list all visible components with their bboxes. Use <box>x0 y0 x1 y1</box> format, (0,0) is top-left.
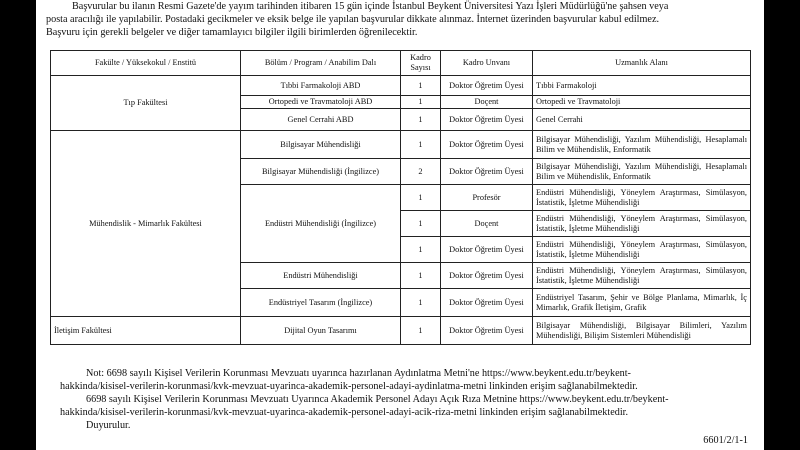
department-cell: Genel Cerrahi ABD <box>241 109 401 131</box>
notes-section <box>60 367 760 432</box>
document-page <box>36 0 764 450</box>
title-cell: Doktor Öğretim Üyesi <box>441 317 533 345</box>
header-field: Uzmanlık Alanı <box>533 51 751 76</box>
field-cell: Endüstri Mühendisliği, Yöneylem Araştırması, Simülasyon, İstatistik, İşletme Mühendisliği <box>533 263 751 289</box>
positions-table <box>50 50 751 345</box>
intro-paragraph <box>46 0 754 40</box>
count-cell: 1 <box>401 131 441 159</box>
reference-number: 6601/2/1-1 <box>703 435 748 446</box>
table-row <box>51 131 751 159</box>
note-1-line-1: Not: 6698 sayılı Kişisel Verilerin Korunması Mevzuatı uyarınca hazırlanan Aydınlatma Metni'ne https://www.beykent.edu.tr/beykent- <box>86 368 631 379</box>
table-header-row <box>51 51 751 76</box>
header-department: Bölüm / Program / Anabilim Dalı <box>241 51 401 76</box>
department-cell: Bilgisayar Mühendisliği (İngilizce) <box>241 159 401 185</box>
department-cell: Endüstri Mühendisliği <box>241 263 401 289</box>
faculty-cell: İletişim Fakültesi <box>51 317 241 345</box>
count-cell: 1 <box>401 109 441 131</box>
title-cell: Doktor Öğretim Üyesi <box>441 159 533 185</box>
field-cell: Endüstri Mühendisliği, Yöneylem Araştırması, Simülasyon, İstatistik, İşletme Mühendisliği <box>533 211 751 237</box>
count-cell: 1 <box>401 76 441 96</box>
title-cell: Doktor Öğretim Üyesi <box>441 289 533 317</box>
field-cell: Endüstriyel Tasarım, Şehir ve Bölge Planlama, Mimarlık, İç Mimarlık, Grafik İletişim, Grafik <box>533 289 751 317</box>
title-cell: Doçent <box>441 211 533 237</box>
header-count: Kadro Sayısı <box>401 51 441 76</box>
count-cell: 2 <box>401 159 441 185</box>
title-cell: Doktor Öğretim Üyesi <box>441 109 533 131</box>
title-cell: Doktor Öğretim Üyesi <box>441 263 533 289</box>
count-cell: 1 <box>401 185 441 211</box>
intro-line-1: Başvurular bu ilanın Resmi Gazete'de yayım tarihinden itibaren 15 gün içinde İstanbul Beykent Üniversitesi Yazı İşleri Müdürlüğü'ne şahsen veya <box>72 1 669 12</box>
department-cell: Dijital Oyun Tasarımı <box>241 317 401 345</box>
count-cell: 1 <box>401 263 441 289</box>
title-cell: Profesör <box>441 185 533 211</box>
count-cell: 1 <box>401 289 441 317</box>
field-cell: Endüstri Mühendisliği, Yöneylem Araştırması, Simülasyon, İstatistik, İşletme Mühendisliği <box>533 185 751 211</box>
field-cell: Bilgisayar Mühendisliği, Yazılım Mühendisliği, Hesaplamalı Bilim ve Mühendislik, Enformatik <box>533 131 751 159</box>
field-cell: Tıbbi Farmakoloji <box>533 76 751 96</box>
header-faculty: Fakülte / Yüksekokul / Enstitü <box>51 51 241 76</box>
table-row <box>51 317 751 345</box>
table-row <box>51 76 751 96</box>
department-cell: Ortopedi ve Travmatoloji ABD <box>241 96 401 109</box>
department-cell: Endüstri Mühendisliği (İngilizce) <box>241 185 401 263</box>
department-cell: Endüstriyel Tasarım (İngilizce) <box>241 289 401 317</box>
field-cell: Bilgisayar Mühendisliği, Bilgisayar Bilimleri, Yazılım Mühendisliği, Bilişim Sistemleri Mühendisliği <box>533 317 751 345</box>
count-cell: 1 <box>401 211 441 237</box>
field-cell: Endüstri Mühendisliği, Yöneylem Araştırması, Simülasyon, İstatistik, İşletme Mühendisliği <box>533 237 751 263</box>
intro-line-2: posta aracılığı ile yapılabilir. Postadaki gecikmeler ve eksik belge ile yapılan başvurular dikkate alınmaz. İnternet üzerinden başvurular kabul edilmez. <box>46 14 660 26</box>
note-2-line-2: hakkinda/kisisel-verilerin-korunmasi/kvk-mevzuat-uyarinca-akademik-personel-adayi-acik-riza-metni linkinden erişim sağlanabilmektedir. <box>60 407 629 418</box>
department-cell: Tıbbi Farmakoloji ABD <box>241 76 401 96</box>
field-cell: Genel Cerrahi <box>533 109 751 131</box>
title-cell: Doktor Öğretim Üyesi <box>441 131 533 159</box>
title-cell: Doçent <box>441 96 533 109</box>
department-cell: Bilgisayar Mühendisliği <box>241 131 401 159</box>
faculty-cell: Tıp Fakültesi <box>51 76 241 131</box>
field-cell: Bilgisayar Mühendisliği, Yazılım Mühendisliği, Hesaplamalı Bilim ve Mühendislik, Enformatik <box>533 159 751 185</box>
note-2-line-1: 6698 sayılı Kişisel Verilerin Korunması Mevzuatı Uyarınca Akademik Personel Adayı Açık Rıza Metnine https://www.beykent.edu.tr/beykent- <box>86 394 669 405</box>
note-1-line-2: hakkinda/kisisel-verilerin-korunmasi/kvk-mevzuat-uyarinca-akademik-personel-adayi-aydinlatma-metni linkinden erişim sağlanabilmektedir. <box>60 381 638 392</box>
title-cell: Doktor Öğretim Üyesi <box>441 76 533 96</box>
intro-line-3: Başvuru için gerekli belgeler ve diğer tamamlayıcı bilgiler ilgili birimlerden öğrenilecektir. <box>46 27 418 39</box>
closing-text: Duyurulur. <box>86 420 131 431</box>
count-cell: 1 <box>401 317 441 345</box>
count-cell: 1 <box>401 237 441 263</box>
header-title: Kadro Unvanı <box>441 51 533 76</box>
faculty-cell: Mühendislik - Mimarlık Fakültesi <box>51 131 241 317</box>
field-cell: Ortopedi ve Travmatoloji <box>533 96 751 109</box>
count-cell: 1 <box>401 96 441 109</box>
title-cell: Doktor Öğretim Üyesi <box>441 237 533 263</box>
